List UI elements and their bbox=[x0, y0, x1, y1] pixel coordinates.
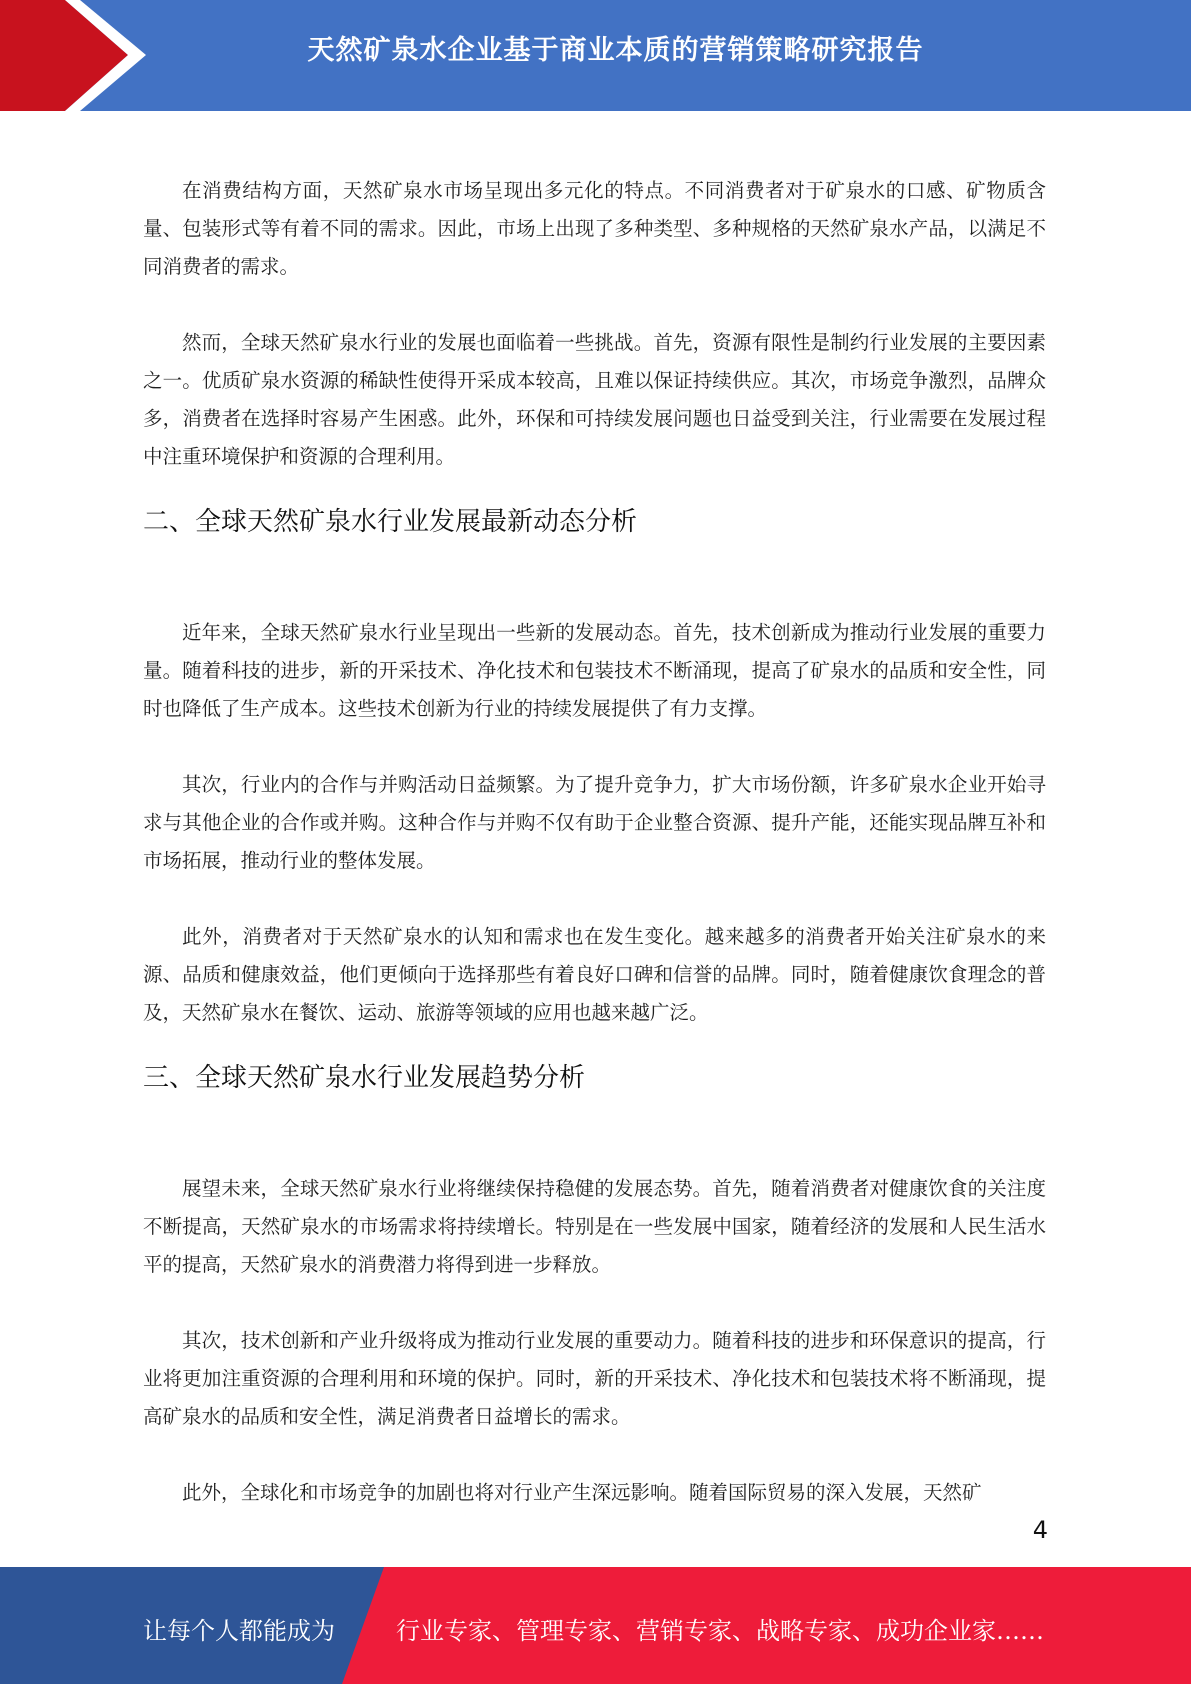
paragraph-consumption-structure: 在消费结构方面，天然矿泉水市场呈现出多元化的特点。不同消费者对于矿泉水的口感、矿物质含量、包装形式等有着不同的需求。因此，市场上出现了多种类型、多种规格的天然矿泉水产品，以满足不同消费者的需求。 bbox=[143, 179, 1046, 278]
paragraph-tech-innovation: 近年来，全球天然矿泉水行业呈现出一些新的发展动态。首先，技术创新成为推动行业发展的重要力量。随着科技的进步，新的开采技术、净化技术和包装技术不断涌现，提高了矿泉水的品质和安全性，同时也降低了生产成本。这些技术创新为行业的持续发展提供了有力支撑。 bbox=[143, 621, 1046, 720]
paragraph-challenges: 然而，全球天然矿泉水行业的发展也面临着一些挑战。首先，资源有限性是制约行业发展的主要因素之一。优质矿泉水资源的稀缺性使得开采成本较高，且难以保证持续供应。其次，市场竞争激烈，品牌众多，消费者在选择时容易产生困惑。此外，环保和可持续发展问题也日益受到关注，行业需要在发展过程中注重环境保护和资源的合理利用。 bbox=[143, 331, 1046, 468]
paragraph-consumer-awareness: 此外，消费者对于天然矿泉水的认知和需求也在发生变化。越来越多的消费者开始关注矿泉水的来源、品质和健康效益，他们更倾向于选择那些有着良好口碑和信誉的品牌。同时，随着健康饮食理念的普及，天然矿泉水在餐饮、运动、旅游等领域的应用也越来越广泛。 bbox=[143, 925, 1046, 1024]
report-body bbox=[143, 172, 1046, 1512]
footer-slogan-left: 让每个人都能成为 bbox=[143, 1617, 335, 1645]
section-heading-development-trends: 三、全球天然矿泉水行业发展趋势分析 bbox=[143, 1063, 586, 1093]
header-title: 天然矿泉水企业基于商业本质的营销策略研究报告 bbox=[307, 35, 924, 66]
page-number: 4 bbox=[1032, 1516, 1048, 1544]
paragraph-outlook: 展望未来，全球天然矿泉水行业将继续保持稳健的发展态势。首先，随着消费者对健康饮食的关注度不断提高，天然矿泉水的市场需求将持续增长。特别是在一些发展中国家，随着经济的发展和人民生活水平的提高，天然矿泉水的消费潜力将得到进一步释放。 bbox=[143, 1177, 1046, 1276]
page-header bbox=[0, 0, 1191, 111]
page-footer bbox=[0, 1567, 1191, 1684]
section-heading-latest-trends: 二、全球天然矿泉水行业发展最新动态分析 bbox=[143, 507, 638, 537]
paragraph-mergers: 其次，行业内的合作与并购活动日益频繁。为了提升竞争力，扩大市场份额，许多矿泉水企业开始寻求与其他企业的合作或并购。这种合作与并购不仅有助于企业整合资源、提升产能，还能实现品牌互补和市场拓展，推动行业的整体发展。 bbox=[143, 773, 1046, 872]
footer-slogan-right: 行业专家、管理专家、营销专家、战略专家、成功企业家…… bbox=[396, 1617, 1044, 1645]
paragraph-industry-upgrade: 其次，技术创新和产业升级将成为推动行业发展的重要动力。随着科技的进步和环保意识的提高，行业将更加注重资源的合理利用和环境的保护。同时，新的开采技术、净化技术和包装技术将不断涌现，提高矿泉水的品质和安全性，满足消费者日益增长的需求。 bbox=[143, 1329, 1046, 1428]
paragraph-globalization: 此外，全球化和市场竞争的加剧也将对行业产生深远影响。随着国际贸易的深入发展，天然矿 bbox=[182, 1481, 982, 1504]
